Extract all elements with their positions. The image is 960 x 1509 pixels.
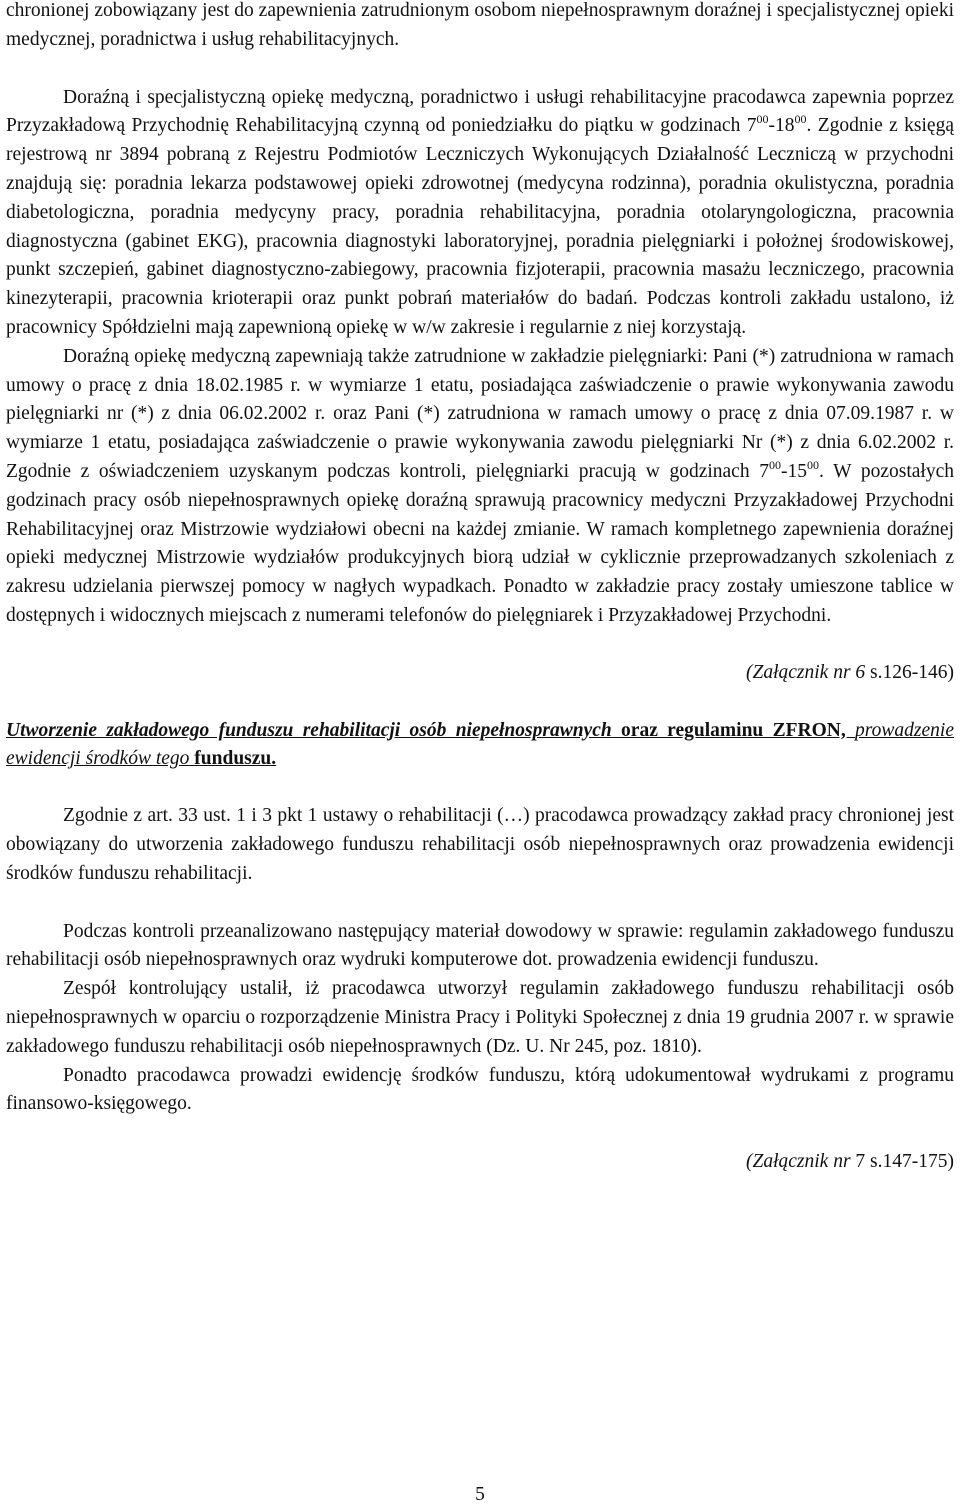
attachment7-label: (Załącznik nr <box>746 1151 851 1173</box>
para1-text-b: -18 <box>768 115 795 137</box>
paragraph-legal-basis: Zgodnie z art. 33 ust. 1 i 3 pkt 1 ustawy o rehabilitacji (…) pracodawca prowadzący zakład pracy chronionej jest obowiązany do utworzenia zakładowego funduszu rehabilitacji osób niepełnosprawnych oraz prowadzenia ewidencji środków funduszu rehabilitacji. <box>6 805 954 884</box>
para2-text-a: Doraźną opiekę medyczną zapewniają także zatrudnione w zakładzie pielęgniarki: Pani (*) zatrudniona w ramach umowy o pracę z dnia 18.02.1985 r. w wymiarze 1 etatu, posiadająca zaświadczenie o prawie wykonywania zawodu pielęgniarki nr (*) z dnia 06.02.2002 r. oraz Pani (*) zatrudniona w ramach umowy o pracę z dnia 07.09.1987 r. w wymiarze 1 etatu, posiadająca zaświadczenie o prawie wykonywania zawodu pielęgniarki Nr (*) z dnia 6.02.2002 r. Zgodnie z oświadczeniem uzyskanym podczas kontroli, pielęgniarki pracują w godzinach 7 <box>6 345 954 482</box>
para1-sup1: 00 <box>756 112 769 127</box>
paragraph-records: Ponadto pracodawca prowadzi ewidencję środków funduszu, którą udokumentował wydrukami z programu finansowo-księgowego. <box>6 1064 954 1115</box>
attachment6-label: (Załącznik nr 6 <box>746 661 866 683</box>
heading-part4: funduszu. <box>189 748 277 770</box>
para2-sup2: 00 <box>806 457 819 472</box>
document-page <box>6 0 954 1177</box>
page-number: 5 <box>475 1484 485 1505</box>
intro-paragraph: chronionej zobowiązany jest do zapewnienia zatrudnionym osobom niepełnosprawnym doraźnej i specjalistycznej opieki medycznej, poradnictwa i usług rehabilitacyjnych. <box>6 0 954 50</box>
attachment-reference-6 <box>6 659 954 688</box>
para2-text-c: . W pozostałych godzinach pracy osób niepełnosprawnych opiekę doraźną sprawują pracownicy medyczni Przyzakładowej Przychodni Rehabilitacyjnej oraz Mistrzowie wydziałowi obecni na każdej zmianie. W ramach kompletnego zapewnienia doraźnej opieki medycznej Mistrzowie wydziałów produkcyjnych biorą udział w cyklicznie przeprowadzanych szkoleniach z zakresu udzielania pierwszej pomocy w nagłych wypadkach. Ponadto w zakładzie pracy zostały umieszone tablice w dostępnych i widocznych miejscach z numerami telefonów do pielęgniarek i Przyzakładowej Przychodni. <box>6 460 954 626</box>
attachment7-pages: 7 s.147-175) <box>850 1151 954 1173</box>
para2-sup1: 00 <box>768 457 781 472</box>
para1-sup2: 00 <box>794 112 807 127</box>
section-heading <box>6 717 954 775</box>
paragraph-evidence: Podczas kontroli przeanalizowano następujący materiał dowodowy w sprawie: regulamin zakładowego funduszu rehabilitacji osób niepełnosprawnych oraz wydruki komputerowe dot. prowadzenia ewidencji funduszu. <box>6 920 954 971</box>
heading-part2: oraz regulaminu ZFRON, <box>611 719 856 741</box>
paragraph-findings: Zespół kontrolujący ustalił, iż pracodawca utworzył regulamin zakładowego funduszu rehabilitacji osób niepełnosprawnych w oparciu o rozporządzenie Ministra Pracy i Polityki Społecznej z dnia 19 grudnia 2007 r. w sprawie zakładowego funduszu rehabilitacji osób niepełnosprawnych (Dz. U. Nr 245, poz. 1810). <box>6 978 954 1057</box>
para1-text-a: Doraźną i specjalistyczną opiekę medyczną, poradnictwo i usługi rehabilitacyjne pracodawca zapewnia poprzez Przyzakładową Przychodnię Rehabilitacyjną czynną od poniedziałku do piątku w godzinach 7 <box>6 86 954 137</box>
heading-part3: prowadzenie ewidencji środków tego <box>6 719 954 770</box>
paragraph-nurses <box>6 343 954 631</box>
attachment-reference-7 <box>6 1148 954 1177</box>
para1-text-c: . Zgodnie z księgą rejestrową nr 3894 pobraną z Rejestru Podmiotów Leczniczych Wykonujących Działalność Leczniczą w przychodni znajdują się: poradnia lekarza podstawowej opieki zdrowotnej (medycyna rodzinna), poradnia okulistyczna, poradnia diabetologiczna, poradnia medycyny pracy, poradnia rehabilitacyjna, poradnia otolaryngologiczna, pracownia diagnostyczna (gabinet EKG), pracownia diagnostyki laboratoryjnej, poradnia pielęgniarki i położnej środowiskowej, punkt szczepień, gabinet diagnostyczno-zabiegowy, pracownia fizjoterapii, pracownia masażu leczniczego, pracownia kinezyterapii, pracownia krioterapii oraz punkt pobrań materiałów do badań. Podczas kontroli zakładu ustalono, iż pracownicy Spółdzielni mają zapewnioną opiekę w w/w zakresie i regularnie z niej korzystają. <box>6 115 954 338</box>
attachment6-pages: s.126-146) <box>865 661 954 683</box>
heading-part1: Utworzenie zakładowego funduszu rehabilitacji osób niepełnosprawnych <box>6 719 612 741</box>
paragraph-medical-care <box>6 84 954 343</box>
para2-text-b: -15 <box>780 460 807 482</box>
